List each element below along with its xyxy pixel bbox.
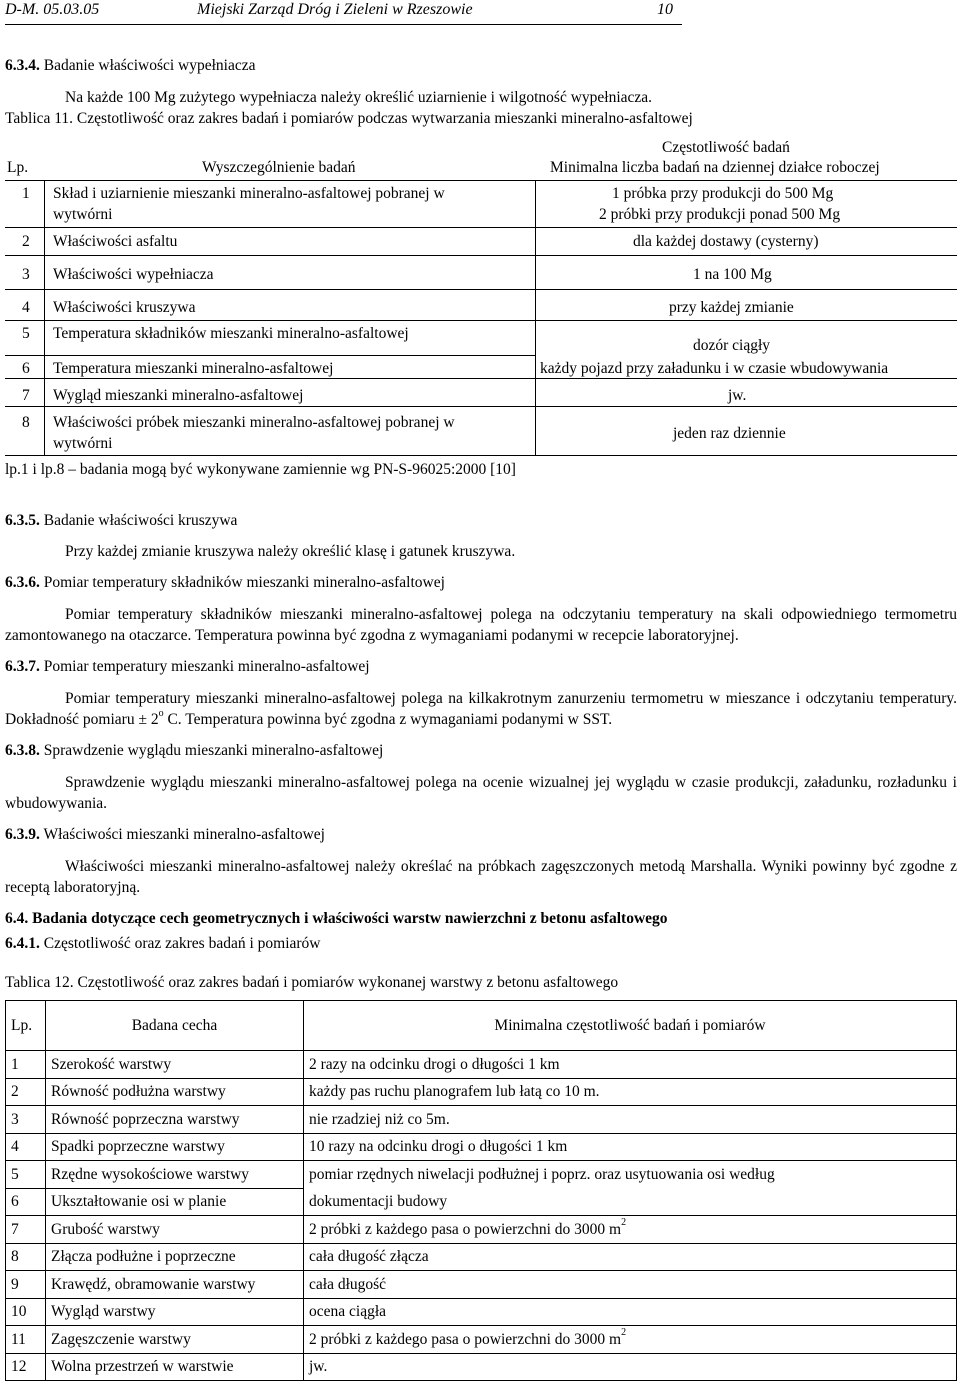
page-header bbox=[5, 0, 682, 25]
section-heading-64: 6.4. Badania dotyczące cech geometrycznych i właściwości warstw nawierzchni z betonu asfaltowego bbox=[5, 910, 668, 927]
table-cell-item: Temperatura składników mieszanki mineralno-asfaltowej bbox=[53, 325, 409, 342]
table-cell-item bbox=[46, 1133, 304, 1161]
table11-header-lp: Lp. bbox=[7, 159, 29, 176]
table12-header-item: Badana cecha bbox=[46, 1001, 304, 1051]
table-row-number: 7 bbox=[22, 387, 30, 404]
section-heading-634 bbox=[5, 56, 256, 75]
section-title: Badanie właściwości wypełniacza bbox=[43, 57, 256, 74]
table11-header-item: Wyszczególnienie badań bbox=[202, 159, 356, 176]
table-cell-number bbox=[6, 1243, 46, 1271]
table-cell-number-text: 6 bbox=[11, 1193, 19, 1211]
table11-header-frequency: Częstotliwość badań bbox=[662, 139, 790, 156]
table-header-row bbox=[6, 1001, 957, 1051]
table-cell-item bbox=[46, 1216, 304, 1244]
area-superscript: 2 bbox=[621, 1327, 627, 1339]
table-cell-item-text: Wygląd warstwy bbox=[51, 1303, 156, 1321]
table11-header-minimum: Minimalna liczba badań na dziennej działce roboczej bbox=[550, 159, 880, 176]
table-cell-number-text: 7 bbox=[11, 1220, 19, 1238]
table-cell-item bbox=[46, 1326, 304, 1354]
table-row-number: 6 bbox=[22, 360, 30, 377]
table-cell-item-text: Krawędź, obramowanie warstwy bbox=[51, 1275, 256, 1293]
table11-caption: Tablica 11. Częstotliwość oraz zakres badań i pomiarów podczas wytwarzania mieszanki mineralno-asfaltowej bbox=[5, 110, 693, 127]
table-row-number: 2 bbox=[22, 233, 30, 250]
table-cell-number bbox=[6, 1078, 46, 1106]
section-heading-637 bbox=[5, 657, 370, 676]
table-cell-number bbox=[6, 1298, 46, 1326]
table-cell-number-text: 10 bbox=[11, 1303, 27, 1321]
table-cell-frequency: 1 próbka przy produkcji do 500 Mg bbox=[612, 185, 834, 202]
table-cell-item-text: Rzędne wysokościowe warstwy bbox=[51, 1165, 250, 1183]
table-cell-item bbox=[46, 1243, 304, 1271]
table-cell-frequency-text: ocena ciągła bbox=[309, 1303, 387, 1321]
table-cell-frequency bbox=[304, 1216, 957, 1244]
table-row bbox=[6, 1216, 957, 1244]
table-cell-frequency-cont: 2 próbki przy produkcji ponad 500 Mg bbox=[599, 206, 841, 223]
table-cell-frequency: każdy pojazd przy załadunku i w czasie wbudowywania bbox=[540, 360, 889, 377]
table-cell-number-text: 8 bbox=[11, 1248, 19, 1266]
table-cell-number bbox=[6, 1106, 46, 1134]
section-title: Pomiar temperatury mieszanki mineralno-asfaltowej bbox=[43, 658, 370, 675]
table-cell-frequency bbox=[304, 1353, 957, 1381]
table-cell-item-cont: wytwórni bbox=[53, 435, 113, 452]
table-cell-number-text: 5 bbox=[11, 1165, 19, 1183]
section-title: Częstotliwość oraz zakres badań i pomiarów bbox=[43, 935, 321, 952]
table-cell-frequency-text: cała długość złącza bbox=[309, 1248, 429, 1266]
table-cell-item: Wygląd mieszanki mineralno-asfaltowej bbox=[53, 387, 304, 404]
table-row-number: 4 bbox=[22, 299, 30, 316]
table-cell-item bbox=[46, 1188, 304, 1216]
paragraph-text: Pomiar temperatury składników mieszanki mineralno-asfaltowej polega na odczytaniu temperatury na skali odpowiedniego termometru zamontowanego na otaczarce. Temperatura powinna być zgodna z wymaganiami podanymi w recepcie laboratoryjnej. bbox=[5, 606, 957, 644]
degree-superscript: o bbox=[158, 707, 164, 719]
paragraph-text-cont: C. Temperatura powinna być zgodna z wymaganiami podanymi w SST. bbox=[163, 711, 613, 728]
table-row-number: 8 bbox=[22, 414, 30, 431]
table-cell-number bbox=[6, 1216, 46, 1244]
table-cell-frequency-text: pomiar rzędnych niwelacji podłużnej i poprz. oraz usytuowania osi według bbox=[309, 1165, 775, 1183]
table-cell-frequency-text: cała długość bbox=[309, 1275, 387, 1293]
table-cell-item: Właściwości próbek mieszanki mineralno-asfaltowej pobranej w bbox=[53, 414, 455, 431]
table-cell-item-text: Równość poprzeczna warstwy bbox=[51, 1110, 240, 1128]
table-cell-frequency: jeden raz dziennie bbox=[673, 425, 786, 442]
section-text-634: Na każde 100 Mg zużytego wypełniacza należy określić uziarnienie i wilgotność wypełniacza. bbox=[65, 89, 653, 106]
table-cell-number-text: 12 bbox=[11, 1358, 27, 1376]
table-cell-frequency: przy każdej zmianie bbox=[669, 299, 794, 316]
table-cell-number bbox=[6, 1326, 46, 1354]
table-cell-number-text: 1 bbox=[11, 1055, 19, 1073]
table-cell-frequency-text: dokumentacji budowy bbox=[309, 1192, 448, 1210]
table-cell-item: Temperatura mieszanki mineralno-asfaltowej bbox=[53, 360, 334, 377]
table-cell-frequency bbox=[304, 1243, 957, 1271]
table-row bbox=[6, 1078, 957, 1106]
table-cell-item-text: Zagęszczenie warstwy bbox=[51, 1330, 191, 1348]
page-number: 10 bbox=[657, 1, 673, 18]
table-cell-frequency bbox=[304, 1326, 957, 1354]
area-superscript: 2 bbox=[621, 1217, 627, 1229]
table-cell-frequency-text: 2 próbki z każdego pasa o powierzchni do 3000 m bbox=[309, 1220, 622, 1238]
table-cell-item bbox=[46, 1161, 304, 1189]
table-cell-frequency-text: 2 próbki z każdego pasa o powierzchni do 3000 m bbox=[309, 1330, 622, 1348]
table-cell-item-text: Wolna przestrzeń w warstwie bbox=[51, 1358, 234, 1376]
table-cell-frequency bbox=[304, 1133, 957, 1161]
document-code: D-M. 05.03.05 bbox=[5, 1, 100, 18]
section-heading-638 bbox=[5, 741, 383, 760]
section-heading-636 bbox=[5, 573, 445, 592]
table-cell-number bbox=[6, 1133, 46, 1161]
table-cell-item: Skład i uziarnienie mieszanki mineralno-asfaltowej pobranej w bbox=[53, 185, 445, 202]
section-number: 6.3.5. bbox=[5, 512, 40, 529]
table-cell-frequency bbox=[304, 1298, 957, 1326]
section-title: Sprawdzenie wyglądu mieszanki mineralno-asfaltowej bbox=[43, 742, 384, 759]
table-cell-frequency-text: 2 razy na odcinku drogi o długości 1 km bbox=[309, 1055, 560, 1073]
table-cell-frequency bbox=[304, 1106, 957, 1134]
table-cell-item bbox=[46, 1298, 304, 1326]
section-text-638 bbox=[5, 772, 957, 814]
table-cell-number bbox=[6, 1271, 46, 1299]
table12 bbox=[5, 1000, 957, 1381]
section-heading-641 bbox=[5, 934, 321, 953]
paragraph-text: Pomiar temperatury mieszanki mineralno-asfaltowej polega na kilkakrotnym zanurzeniu termometru w mieszance i odczytaniu temperatury. Dokładność pomiaru ± 2 bbox=[5, 690, 957, 728]
table-cell-number bbox=[6, 1353, 46, 1381]
table-cell-frequency: jw. bbox=[728, 387, 747, 404]
section-number: 6.4.1. bbox=[5, 935, 40, 952]
section-number: 6.3.9. bbox=[5, 826, 40, 843]
table-cell-item-cont: wytwórni bbox=[53, 206, 113, 223]
table-row bbox=[6, 1298, 957, 1326]
section-heading-635 bbox=[5, 511, 237, 530]
section-text-635: Przy każdej zmianie kruszywa należy określić klasę i gatunek kruszywa. bbox=[65, 543, 516, 560]
table-row bbox=[6, 1161, 957, 1189]
table-row bbox=[6, 1271, 957, 1299]
table-row bbox=[6, 1051, 957, 1079]
table11-footnote: lp.1 i lp.8 – badania mogą być wykonywane zamiennie wg PN-S-96025:2000 [10] bbox=[5, 461, 516, 478]
section-text-637 bbox=[5, 688, 957, 730]
section-title: Badanie właściwości kruszywa bbox=[43, 512, 238, 529]
table-cell-item bbox=[46, 1106, 304, 1134]
table-row-number: 3 bbox=[22, 266, 30, 283]
section-text-636 bbox=[5, 604, 957, 646]
section-number: 6.3.4. bbox=[5, 57, 40, 74]
section-number: 6.3.8. bbox=[5, 742, 40, 759]
table-cell-number bbox=[6, 1051, 46, 1079]
table-row-number: 5 bbox=[22, 325, 30, 342]
table-cell-frequency: 1 na 100 Mg bbox=[693, 266, 772, 283]
table12-header-frequency: Minimalna częstotliwość badań i pomiarów bbox=[304, 1001, 957, 1051]
table-cell-number-text: 4 bbox=[11, 1138, 19, 1156]
section-number: 6.3.7. bbox=[5, 658, 40, 675]
table-row bbox=[6, 1188, 957, 1216]
table-cell-item: Właściwości asfaltu bbox=[53, 233, 178, 250]
table-cell-number-text: 11 bbox=[11, 1330, 26, 1348]
table-cell-item: Właściwości kruszywa bbox=[53, 299, 196, 316]
table-row bbox=[6, 1133, 957, 1161]
table-cell-item bbox=[46, 1271, 304, 1299]
table-cell-number-text: 9 bbox=[11, 1275, 19, 1293]
table-row bbox=[6, 1326, 957, 1354]
table-cell-item bbox=[46, 1353, 304, 1381]
paragraph-text: Właściwości mieszanki mineralno-asfaltowej należy określać na próbkach zagęszczonych metodą Marshalla. Wyniki powinny być zgodne z receptą laboratoryjną. bbox=[5, 858, 957, 896]
table12-caption: Tablica 12. Częstotliwość oraz zakres badań i pomiarów wykonanej warstwy z betonu asfaltowego bbox=[5, 974, 619, 991]
organization-name: Miejski Zarząd Dróg i Zieleni w Rzeszowie bbox=[197, 1, 473, 18]
section-title: Pomiar temperatury składników mieszanki mineralno-asfaltowej bbox=[43, 574, 445, 591]
table-cell-number bbox=[6, 1188, 46, 1216]
table-cell-item bbox=[46, 1078, 304, 1106]
table-cell-item-text: Grubość warstwy bbox=[51, 1220, 160, 1238]
table-cell-frequency: dla każdej dostawy (cysterny) bbox=[633, 233, 819, 250]
paragraph-text: Sprawdzenie wyglądu mieszanki mineralno-asfaltowej polega na ocenie wizualnej jej wyglądu w czasie produkcji, załadunku, rozładunku i wbudowywania. bbox=[5, 774, 957, 812]
table-cell-frequency bbox=[304, 1188, 957, 1216]
table-cell-number-text: 2 bbox=[11, 1083, 19, 1101]
section-number: 6.3.6. bbox=[5, 574, 40, 591]
table-row-number: 1 bbox=[22, 185, 30, 202]
table12-header-lp: Lp. bbox=[6, 1001, 46, 1051]
table-cell-item: Właściwości wypełniacza bbox=[53, 266, 214, 283]
table-cell-item-text: Złącza podłużne i poprzeczne bbox=[51, 1248, 236, 1266]
table-row bbox=[6, 1106, 957, 1134]
table-cell-frequency bbox=[304, 1078, 957, 1106]
table-cell-frequency: dozór ciągły bbox=[693, 337, 771, 354]
table-cell-frequency-text: każdy pas ruchu planografem lub łatą co 10 m. bbox=[309, 1083, 600, 1101]
table-cell-number-text: 3 bbox=[11, 1110, 19, 1128]
table-cell-item-text: Szerokość warstwy bbox=[51, 1055, 172, 1073]
table-cell-frequency bbox=[304, 1161, 957, 1189]
table-cell-frequency-text: nie rzadziej niż co 5m. bbox=[309, 1110, 450, 1128]
table-cell-item bbox=[46, 1051, 304, 1079]
section-heading-639 bbox=[5, 825, 325, 844]
table-cell-item-text: Równość podłużna warstwy bbox=[51, 1083, 226, 1101]
table-cell-frequency-text: jw. bbox=[309, 1358, 328, 1376]
table-cell-item-text: Spadki poprzeczne warstwy bbox=[51, 1138, 225, 1156]
table-cell-frequency bbox=[304, 1051, 957, 1079]
table-cell-frequency-text: 10 razy na odcinku drogi o długości 1 km bbox=[309, 1138, 568, 1156]
table-cell-frequency bbox=[304, 1271, 957, 1299]
section-text-639 bbox=[5, 856, 957, 898]
table-row bbox=[6, 1353, 957, 1381]
table-cell-number bbox=[6, 1161, 46, 1189]
table-row bbox=[6, 1243, 957, 1271]
section-title: Właściwości mieszanki mineralno-asfaltowej bbox=[43, 826, 325, 843]
table-cell-item-text: Ukształtowanie osi w planie bbox=[51, 1193, 227, 1211]
